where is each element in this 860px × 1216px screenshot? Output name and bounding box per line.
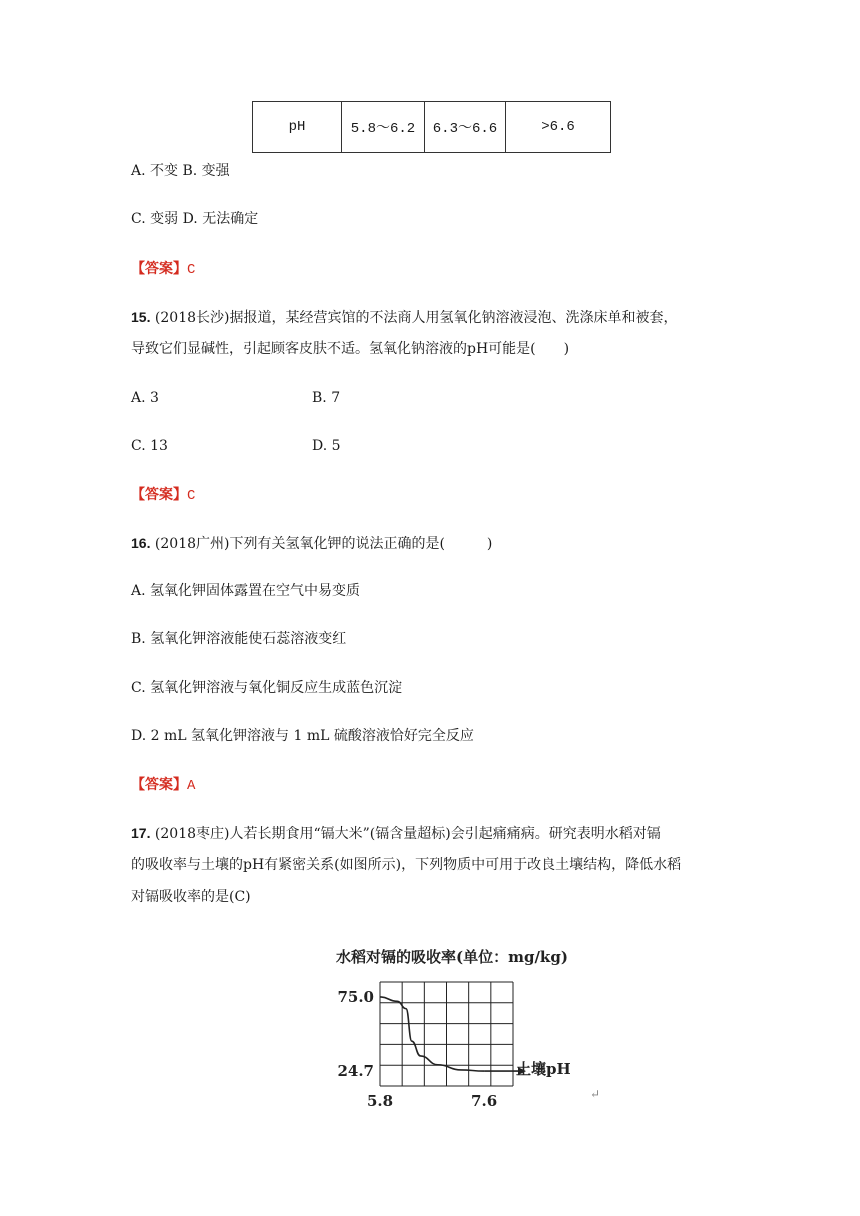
q15-text-line2: 导致它们显碱性，引起顾客皮肤不适。氢氧化钠溶液的pH可能是( ) bbox=[131, 341, 570, 357]
q15-text-line1 bbox=[131, 307, 677, 328]
cadmium-absorption-chart bbox=[330, 938, 620, 1110]
q16-option-c: C. 氢氧化钾溶液与氧化铜反应生成蓝色沉淀 bbox=[131, 680, 403, 696]
x-axis-label: 土壤pH bbox=[516, 1060, 571, 1078]
q17-text-line2: 的吸收率与土壤的pH有紧密关系(如图所示)，下列物质中可用于改良土壤结构，降低水稻 bbox=[131, 857, 682, 873]
question-text: (2018长沙)据报道，某经营宾馆的不法商人用氢氧化钠溶液浸泡、洗涤床单和被套， bbox=[154, 310, 678, 326]
q16-option-a: A. 氢氧化钾固体露置在空气中易变质 bbox=[131, 583, 361, 599]
paragraph-mark: ↵ bbox=[590, 1087, 601, 1101]
q17-text-line1 bbox=[131, 823, 661, 844]
table-cell: pH bbox=[253, 102, 342, 153]
q15-option-a: A. 3 bbox=[131, 390, 159, 406]
x-tick-label: 7.6 bbox=[471, 1092, 498, 1110]
table-cell: 6.3～6.6 bbox=[425, 102, 506, 153]
x-tick-label: 5.8 bbox=[366, 1092, 394, 1110]
table-row bbox=[253, 102, 611, 153]
y-tick-label: 75.0 bbox=[337, 987, 374, 1006]
question-text: (2018广州)下列有关氢氧化钾的说法正确的是( ) bbox=[154, 536, 493, 552]
answer-letter: C bbox=[187, 488, 196, 504]
q16-option-b: B. 氢氧化钾溶液能使石蕊溶液变红 bbox=[131, 631, 347, 647]
chart-title: 水稻对镉的吸收率(单位：mg/kg) bbox=[336, 948, 568, 966]
q16-option-d: D. 2 mL 氢氧化钾溶液与 1 mL 硫酸溶液恰好完全反应 bbox=[131, 728, 474, 744]
q17-text-line3: 对镉吸收率的是(C) bbox=[131, 889, 251, 905]
answer-letter: A bbox=[187, 778, 196, 794]
table-cell: >6.6 bbox=[506, 102, 611, 153]
question-number: 16. bbox=[131, 535, 151, 551]
q15-answer bbox=[131, 484, 195, 504]
q16-answer bbox=[131, 774, 195, 794]
q16-text-line1 bbox=[131, 533, 492, 554]
q15-option-d: D. 5 bbox=[312, 438, 341, 454]
q14-answer bbox=[131, 258, 195, 278]
question-text: (2018枣庄)人若长期食用“镉大米”(镉含量超标)会引起痛痛病。研究表明水稻对镉 bbox=[154, 826, 661, 842]
q14-options-line1: A. 不变 B. 变强 bbox=[131, 163, 230, 179]
q15-option-b: B. 7 bbox=[312, 390, 341, 406]
question-number: 15. bbox=[131, 309, 151, 325]
chart-ticks bbox=[337, 988, 497, 1110]
ph-table bbox=[252, 101, 611, 153]
question-number: 17. bbox=[131, 825, 151, 841]
answer-label: 【答案】 bbox=[131, 777, 187, 793]
answer-label: 【答案】 bbox=[131, 487, 187, 503]
table-cell: 5.8～6.2 bbox=[342, 102, 425, 153]
q15-option-c: C. 13 bbox=[131, 438, 168, 454]
answer-letter: C bbox=[187, 262, 196, 278]
y-tick-label: 24.7 bbox=[337, 1062, 374, 1081]
answer-label: 【答案】 bbox=[131, 261, 187, 277]
q14-options-line2: C. 变弱 D. 无法确定 bbox=[131, 211, 259, 227]
